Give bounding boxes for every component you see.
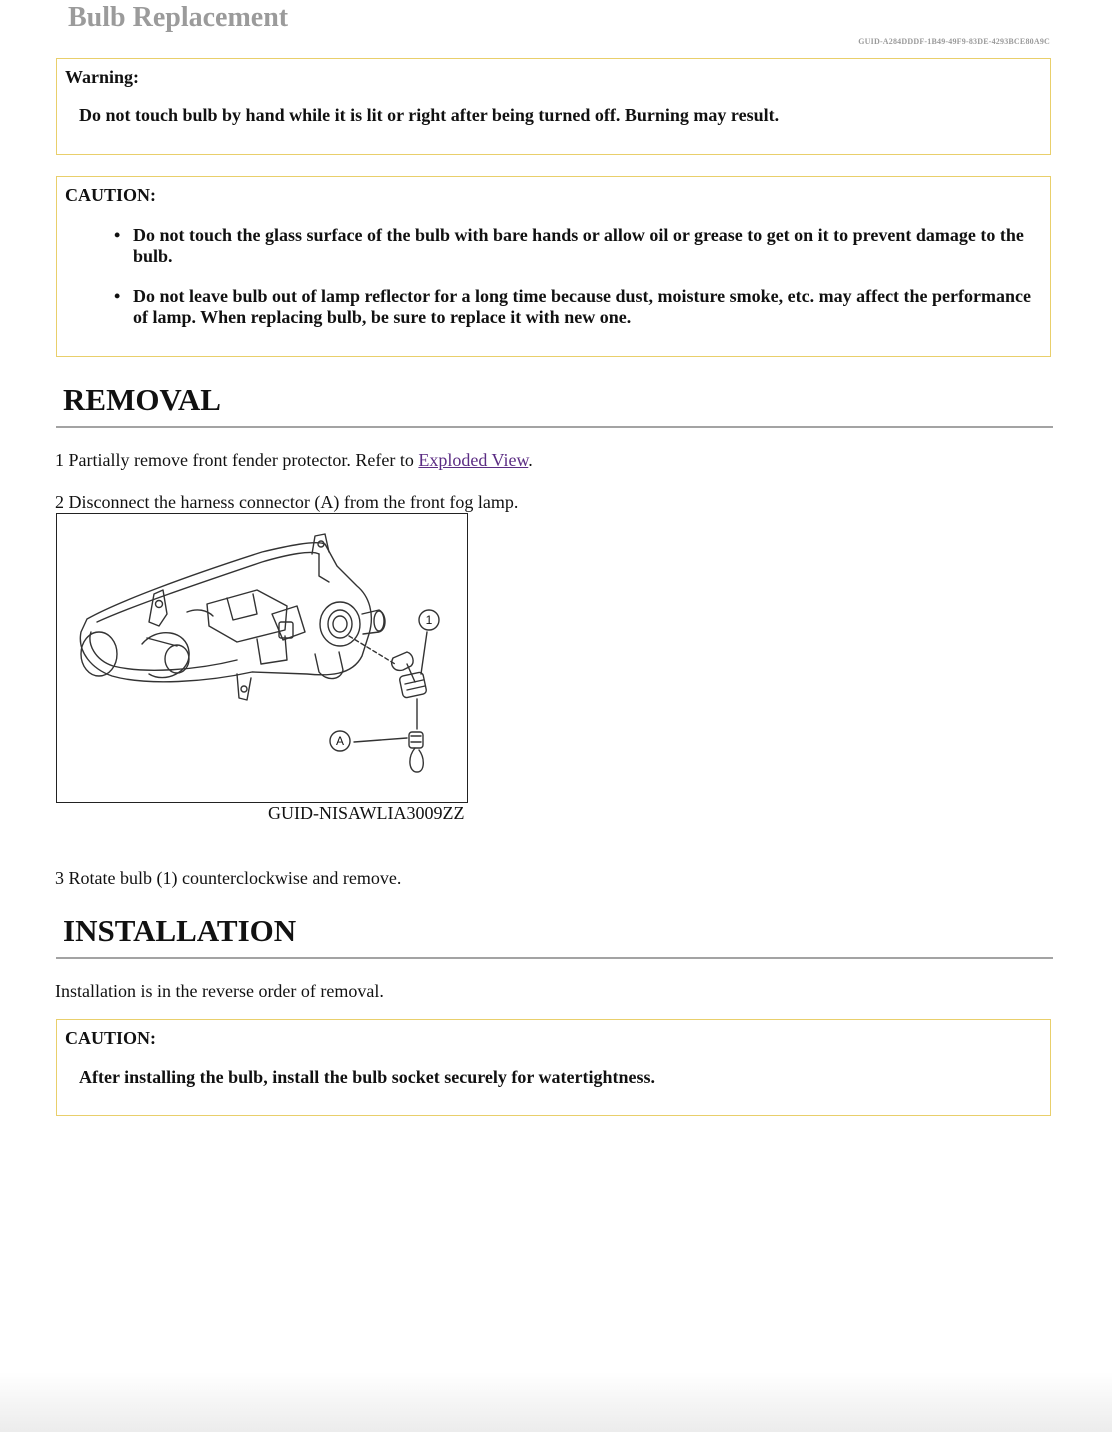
removal-heading: REMOVAL bbox=[63, 382, 221, 417]
caution-list bbox=[133, 225, 1038, 347]
callout-1-label: 1 bbox=[425, 613, 433, 627]
caution-heading: CAUTION: bbox=[65, 1028, 157, 1048]
document-guid: GUID-A284DDDF-1B49-49F9-83DE-4293BCE80A9C bbox=[858, 37, 1050, 46]
figure-caption: GUID-NISAWLIA3009ZZ bbox=[268, 803, 465, 823]
caution-text: After installing the bulb, install the bulb socket securely for watertightness. bbox=[79, 1067, 656, 1087]
installation-divider bbox=[56, 957, 1053, 959]
step-2: 2 Disconnect the harness connector (A) from the front fog lamp. bbox=[55, 492, 519, 512]
step-1 bbox=[55, 449, 533, 471]
page-bottom-shade bbox=[0, 1372, 1112, 1432]
caution-box-installation bbox=[56, 1019, 1051, 1116]
caution-heading: CAUTION: bbox=[65, 185, 157, 205]
step-1-text: 1 Partially remove front fender protector. Refer to bbox=[55, 450, 419, 470]
warning-box bbox=[56, 58, 1051, 155]
step-1-end: . bbox=[528, 450, 533, 470]
warning-text: Do not touch bulb by hand while it is lit or right after being turned off. Burning may result. bbox=[79, 105, 780, 125]
caution-box bbox=[56, 176, 1051, 357]
page-title: Bulb Replacement bbox=[68, 2, 289, 33]
fog-lamp-figure bbox=[56, 513, 468, 803]
removal-divider bbox=[56, 426, 1053, 428]
caution-item: • Do not leave bulb out of lamp reflector for a long time because dust, moisture smoke, etc. may affect the performance of lamp. When replacing bulb, be sure to replace it with new one. bbox=[133, 286, 1038, 328]
warning-heading: Warning: bbox=[65, 67, 140, 87]
exploded-view-link[interactable]: Exploded View bbox=[418, 450, 529, 470]
installation-heading: INSTALLATION bbox=[63, 913, 297, 948]
installation-text: Installation is in the reverse order of removal. bbox=[55, 981, 384, 1001]
callout-a-label: A bbox=[335, 734, 345, 748]
fog-lamp-illustration bbox=[57, 514, 467, 802]
caution-item: • Do not touch the glass surface of the bulb with bare hands or allow oil or grease to get on it to prevent damage to the bulb. bbox=[133, 225, 1038, 267]
step-3: 3 Rotate bulb (1) counterclockwise and remove. bbox=[55, 868, 402, 888]
